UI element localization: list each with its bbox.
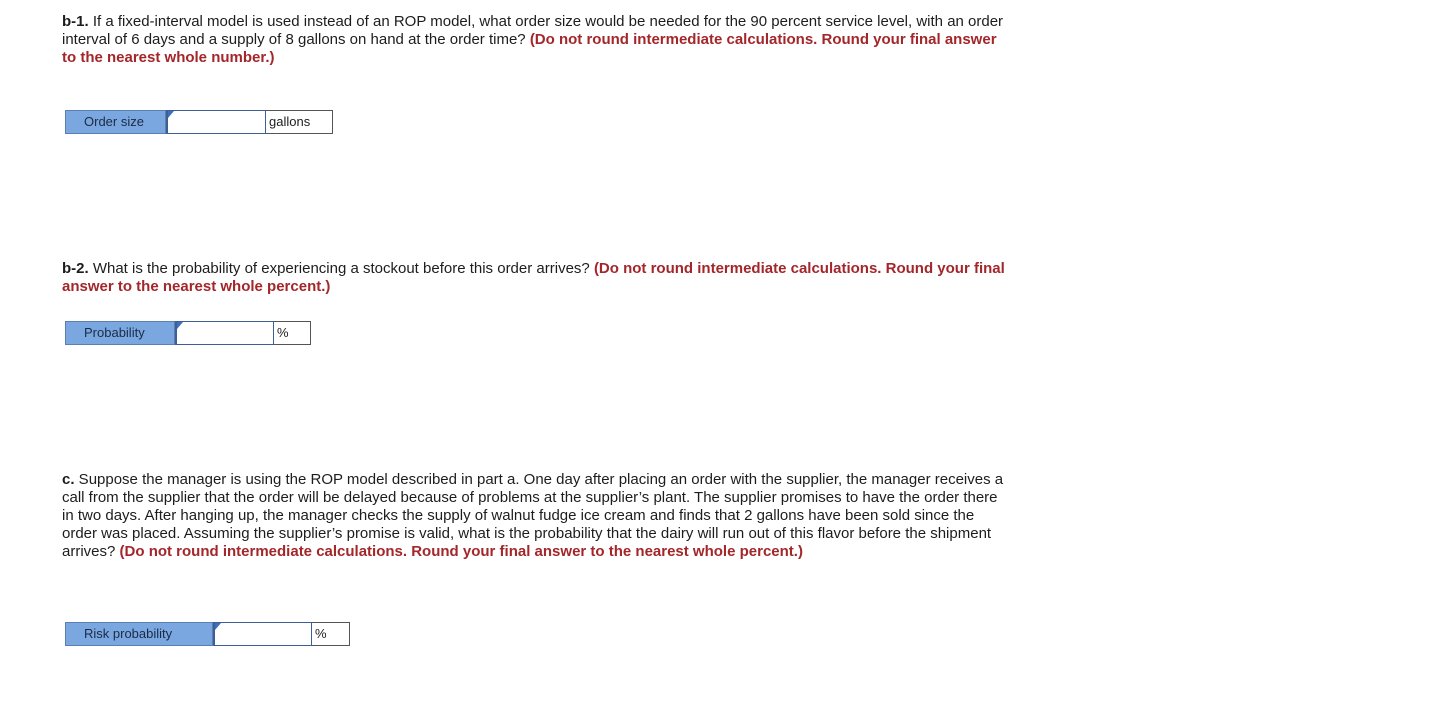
probability-unit: % xyxy=(274,321,311,345)
question-b1-tag: b-1. xyxy=(62,13,89,30)
risk-probability-label: Risk probability xyxy=(65,622,213,646)
input-flag-icon xyxy=(168,111,174,118)
probability-row xyxy=(65,321,311,345)
probability-input[interactable] xyxy=(177,322,273,344)
risk-probability-row xyxy=(65,622,350,646)
risk-probability-input[interactable] xyxy=(215,623,311,645)
order-size-unit: gallons xyxy=(266,110,333,134)
question-c-hint: (Do not round intermediate calculations. Round your final answer to the nearest whole percent.) xyxy=(119,543,803,560)
probability-label: Probability xyxy=(65,321,175,345)
risk-probability-unit: % xyxy=(312,622,350,646)
question-c xyxy=(62,471,1012,561)
question-b1-text: If a fixed-interval model is used instead of an ROP model, what order size would be needed for the 90 percent service level, with an order interval of 6 days and a supply of 8 gallons on hand at the order time? xyxy=(62,13,1004,48)
order-size-input-box[interactable] xyxy=(166,110,266,134)
question-b2-text: What is the probability of experiencing a stockout before this order arrives? xyxy=(88,260,594,277)
input-flag-icon xyxy=(215,623,221,630)
order-size-row xyxy=(65,110,333,134)
question-b1-hint: (Do not round intermediate calculations. Round your final answer to the nearest whole number.) xyxy=(62,31,997,66)
probability-input-box[interactable] xyxy=(175,321,274,345)
order-size-label: Order size xyxy=(65,110,166,134)
question-b2-hint: (Do not round intermediate calculations. Round your final answer to the nearest whole percent.) xyxy=(62,260,1005,295)
question-b1 xyxy=(62,13,1012,67)
order-size-input[interactable] xyxy=(168,111,265,133)
question-c-text: Suppose the manager is using the ROP model described in part a. One day after placing an order with the supplier, the manager receives a call from the supplier that the order will be delayed because of problems at the supplier’s plant. The supplier promises to have the order there in two days. After hanging up, the manager checks the supply of walnut fudge ice cream and finds that 2 gallons have been sold since the order was placed. Assuming the supplier’s promise is valid, what is the probability that the dairy will run out of this flavor before the shipment arrives? xyxy=(62,471,1004,560)
risk-probability-input-box[interactable] xyxy=(213,622,312,646)
question-b2-tag: b-2. xyxy=(62,260,89,277)
question-b2 xyxy=(62,260,1012,296)
input-flag-icon xyxy=(177,322,183,329)
question-c-tag: c. xyxy=(62,471,75,488)
